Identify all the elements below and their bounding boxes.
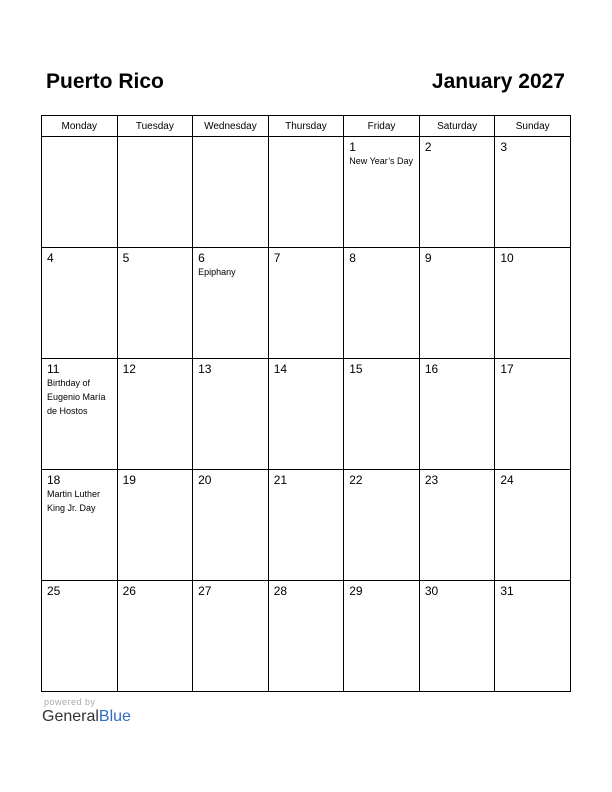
day-cell [495,137,571,248]
day-number: 3 [500,140,508,154]
day-number: 31 [500,584,514,598]
day-cell [117,359,193,470]
day-number [42,137,117,140]
day-number: 22 [349,473,363,487]
calendar-grid [41,115,571,692]
week-row [42,248,571,359]
holiday-label: New Year’s Day [349,156,413,166]
day-number: 17 [500,362,514,376]
day-cell [344,137,420,248]
day-number: 12 [122,362,136,376]
day-number: 27 [198,584,212,598]
day-cell [495,581,571,692]
day-cell [193,248,269,359]
day-number: 26 [122,584,136,598]
day-number: 4 [47,251,54,265]
day-number [269,137,344,140]
day-cell [419,137,495,248]
month-year-title: January 2027 [431,70,565,93]
day-cell [268,581,344,692]
holiday-label: Martin Luther King Jr. Day [47,489,101,513]
weekday-monday: Monday [42,116,118,137]
day-cell [344,359,420,470]
day-cell [344,248,420,359]
day-cell [495,248,571,359]
day-cell [344,581,420,692]
weekday-wednesday: Wednesday [193,116,269,137]
day-cell [419,359,495,470]
day-cell [495,470,571,581]
brand-name-general: General [42,708,99,725]
day-cell [268,248,344,359]
weekday-sunday: Sunday [495,116,571,137]
region-title: Puerto Rico [46,70,164,93]
day-cell [117,248,193,359]
day-cell [419,248,495,359]
powered-by-label: powered by [44,697,96,707]
day-number: 18 [47,473,61,487]
day-number: 20 [198,473,212,487]
day-number: 21 [273,473,288,487]
day-cell [268,359,344,470]
day-cell [193,581,269,692]
day-number: 23 [424,473,439,487]
day-cell [495,359,571,470]
day-number: 14 [273,362,288,376]
day-number: 30 [424,584,439,598]
day-cell [42,359,118,470]
day-number: 2 [424,140,432,154]
day-number [193,137,268,140]
day-number: 8 [349,251,356,265]
day-number: 11 [47,362,60,376]
day-cell [42,248,118,359]
day-number: 10 [500,251,514,265]
day-number: 13 [198,362,212,376]
day-number: 25 [47,584,61,598]
generalblue-logo[interactable] [42,708,131,726]
holiday-label: Epiphany [198,267,236,277]
weekday-tuesday: Tuesday [117,116,193,137]
day-number: 28 [273,584,288,598]
day-number: 19 [122,473,136,487]
day-number: 7 [273,251,281,265]
week-row [42,359,571,470]
day-number: 24 [500,473,514,487]
day-cell [42,470,118,581]
holiday-label: Birthday of Eugenio María de Hostos [47,378,106,416]
day-cell [117,137,193,248]
weekday-friday: Friday [344,116,420,137]
day-cell [193,470,269,581]
weekday-header-row [42,116,571,137]
day-number: 5 [122,251,130,265]
day-number: 15 [349,362,363,376]
day-number: 29 [349,584,363,598]
day-cell [42,581,118,692]
day-cell [117,470,193,581]
week-row [42,470,571,581]
day-cell [193,359,269,470]
day-number: 1 [349,140,356,154]
weekday-thursday: Thursday [268,116,344,137]
week-row [42,581,571,692]
day-number: 6 [198,251,205,265]
day-cell [268,137,344,248]
day-cell [268,470,344,581]
day-cell [344,470,420,581]
day-number [118,137,193,140]
week-row [42,137,571,248]
day-cell [42,137,118,248]
brand-name-blue: Blue [98,708,131,725]
day-number: 16 [424,362,439,376]
day-cell [117,581,193,692]
day-cell [419,470,495,581]
day-cell [193,137,269,248]
day-number: 9 [424,251,432,265]
weekday-saturday: Saturday [419,116,495,137]
day-cell [419,581,495,692]
